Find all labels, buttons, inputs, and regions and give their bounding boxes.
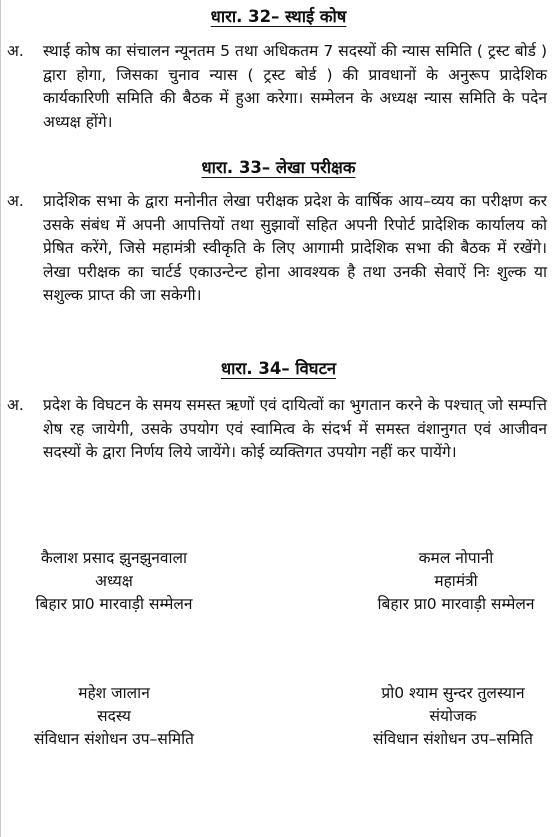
signatory-general-secretary bbox=[366, 547, 546, 616]
signatory-org: बिहार प्रा0 मारवाड़ी सम्मेलन bbox=[377, 595, 535, 613]
signatory-name: प्रो0 श्याम सुन्दर तुलस्यान bbox=[381, 684, 525, 702]
signatory-name: कमल नोपानी bbox=[418, 549, 494, 567]
clause-text: प्रदेश के विघटन के समय समस्त ऋणों एवं दायित्वों का भुगतान करने के पश्चात् जो सम्पत्ति शेष रह जायेगी, उसके उपयोग एवं स्वामित्व के संदर्भ में समस्त वंशानुगत एवं आजीवन सदस्यों के द्वारा निर्णय लिये जायेंगे। कोई व्यक्तिगत उपयोग नहीं कर पायेंगे। bbox=[43, 396, 547, 461]
signatory-role: सदस्य bbox=[97, 707, 131, 725]
clause-32 bbox=[7, 40, 547, 134]
signatory-name: कैलाश प्रसाद झुनझुनवाला bbox=[40, 549, 188, 567]
clause-marker: अ. bbox=[7, 396, 24, 414]
clause-text: स्थाई कोष का संचालन न्यूनतम 5 तथा अधिकतम 7 सदस्यों की न्यास समिति ( ट्रस्ट बोर्ड ) द्वारा होगा, जिसका चुनाव न्यास ( ट्रस्ट बोर्ड ) की प्रावधानों के अनुरूप प्रादेशिक कार्यकारिणी समिति की बैठक में हुआ करेगा। सम्मेलन के अध्यक्ष न्यास समिति के पदेन अध्यक्ष होंगे। bbox=[43, 42, 547, 131]
signatory-role: महामंत्री bbox=[434, 572, 478, 590]
signatory-org: संविधान संशोधन उप–समिति bbox=[34, 730, 194, 748]
clause-marker: अ. bbox=[7, 192, 24, 210]
signatory-org: बिहार प्रा0 मारवाड़ी सम्मेलन bbox=[35, 595, 193, 613]
section-heading-34 bbox=[1, 358, 555, 380]
clause-text: प्रादेशिक सभा के द्वारा मनोनीत लेखा परीक्षक प्रदेश के वार्षिक आय–व्यय का परीक्षण कर उसके संबंध में अपनी आपत्तियों तथा सुझावों सहित अपनी रिपोर्ट प्रादेशिक कार्यालय को प्रेषित करेंगे, जिसे महामंत्री स्वीकृति के लिए आगामी प्रादेशिक सभा की बैठक में रखेंगे। लेखा परीक्षक का चार्टर्ड एकाउन्टेन्ट होना आवश्यक है तथा उनकी सेवाऐं निः शुल्क या सशुल्क प्राप्त की जा सकेगी। bbox=[43, 192, 547, 304]
signatory-role: अध्यक्ष bbox=[95, 572, 133, 590]
section-heading-34-text: धारा. 34– विघटन bbox=[220, 359, 337, 378]
section-heading-33-text: धारा. 33– लेखा परीक्षक bbox=[201, 158, 356, 177]
signatory-name: महेश जालान bbox=[78, 684, 150, 702]
section-heading-33 bbox=[1, 157, 555, 179]
signatory-president bbox=[19, 547, 209, 616]
signatory-org: संविधान संशोधन उप–समिति bbox=[373, 730, 533, 748]
clause-34 bbox=[7, 394, 547, 465]
signatory-convener bbox=[358, 682, 548, 751]
clause-marker: अ. bbox=[7, 42, 24, 60]
section-heading-32-text: धारा. 32– स्थाई कोष bbox=[210, 7, 347, 26]
signatory-role: संयोजक bbox=[429, 707, 477, 725]
signatory-member bbox=[19, 682, 209, 751]
section-heading-32 bbox=[1, 6, 555, 28]
clause-33 bbox=[7, 190, 547, 308]
